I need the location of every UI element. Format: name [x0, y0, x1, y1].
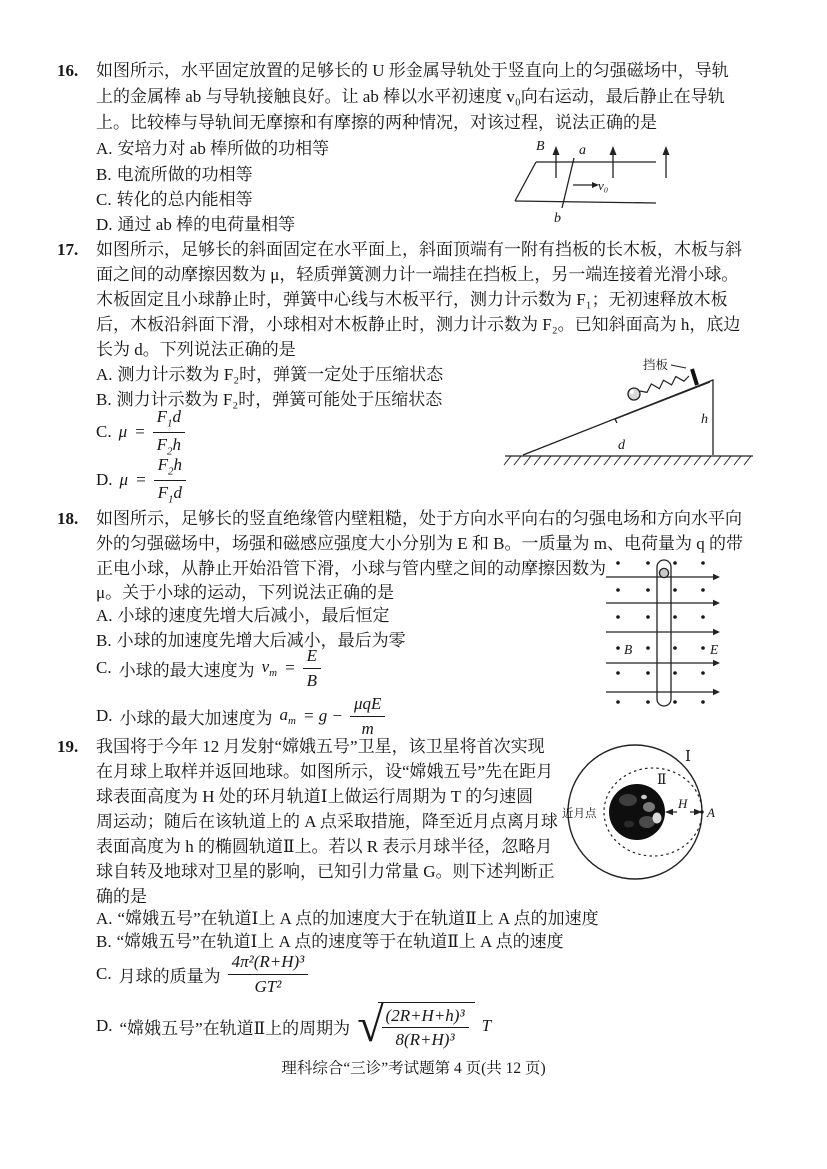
question-16-number: 16.: [57, 61, 79, 80]
question-16-line: 如图所示，水平固定放置的足够长的 U 形金属导轨处于竖直向上的匀强磁场中，导轨: [96, 61, 729, 80]
label-H: H: [678, 796, 688, 811]
point-A-dot: [700, 810, 703, 813]
question-18-option-d: D. 小球的最大加速度为 $a_m$ = g − $\frac{\text{μqE}}{m}$: [96, 694, 392, 738]
question-16-first-line: [57, 58, 729, 83]
arrowhead-left: [665, 809, 673, 815]
charged-ball: [659, 568, 668, 577]
tube: [657, 560, 671, 706]
question-18-line: 如图所示，足够长的竖直绝缘管内壁粗糙，处于方向水平向右的匀强电场和方向水平向: [96, 509, 742, 528]
label-perilune: 近月点: [562, 808, 597, 820]
fraction: $\frac{\text{(2R+H+h)³}}{\text{8(R+H)³}}$: [382, 1006, 469, 1049]
question-19-line: 球自转及地球对卫星的影响，已知引力常量 G。则下述判断正: [96, 862, 555, 881]
fraction: $\frac{\text{μqE}}{m}$: [350, 694, 385, 737]
label-a: a: [579, 143, 586, 158]
question-17-option-a: A. 测力计示数为 F₂时，弹簧一定处于压缩状态: [96, 365, 444, 384]
question-17-option-c: C. μ = $\frac{F_1d}{F_2h}$: [96, 409, 192, 455]
field-arrowhead: [713, 689, 720, 695]
square-root: √ $\frac{\text{(2R+H+h)³}}{\text{8(R+H)³}}$: [357, 1001, 474, 1051]
question-19-number: 19.: [57, 737, 79, 756]
question-16-option-d: D. 通过 ab 棒的电荷量相等: [96, 215, 296, 234]
question-19-line: 表面高度为 h 的椭圆轨道Ⅱ上。若以 R 表示月球半径，忽略月: [96, 837, 553, 856]
page-footer: 理科综合“三诊”考试题第 4 页(共 12 页): [281, 1060, 546, 1077]
field-arrowhead: [663, 146, 670, 155]
question-17-number: 17.: [57, 240, 79, 259]
question-17-line: 面之间的动摩擦因数为 μ，轻质弹簧测力计一端挂在挡板上，另一端连接着光滑小球。: [96, 265, 739, 284]
question-17-first-line: [57, 237, 742, 262]
plank: [615, 382, 710, 419]
plank-end: [615, 419, 617, 423]
field-arrowhead: [553, 146, 560, 155]
fraction: $\frac{F_2h}{F_1d}$: [154, 455, 186, 505]
question-18-line: μ。关于小球的运动，下列说法正确的是: [96, 583, 395, 602]
label-orbit-one: Ⅰ: [685, 749, 691, 765]
baffle: [692, 369, 697, 385]
question-19-line: 周运动；随后在该轨道上的 A 点采取措施，降至近月点离月球: [96, 812, 558, 831]
field-arrowhead: [713, 600, 720, 606]
question-16-line: 上的金属棒 ab 与导轨接触良好。让 ab 棒以水平初速度 v₀向右运动，最后静止在导轨: [96, 87, 725, 106]
question-16-option-a: A. 安培力对 ab 棒所做的功相等: [96, 139, 330, 158]
field-arrowhead: [610, 146, 617, 155]
fraction: $\frac{F_1d}{F_2h}$: [153, 407, 185, 457]
fraction: $\frac{\text{4π²(R+H)³}}{\text{GT²}}$: [228, 952, 309, 995]
bottom-rail: [515, 201, 656, 203]
incline-diagram: [503, 355, 755, 467]
question-17-line: 后，木板沿斜面下滑，小球相对木板静止时，测力计示数为 F₂。已知斜面高为 h，底边: [96, 315, 741, 334]
question-18-line: 正电小球，从静止开始沿管下滑，小球与管内壁之间的动摩擦因数为: [96, 559, 606, 578]
question-19-option-c: C. 月球的质量为 $\frac{\text{4π²(R+H)³}}{\text{GT²}}$: [96, 951, 315, 997]
question-19-line: 在月球上取样并返回地球。如图所示，设“嫦娥五号”先在距月: [96, 762, 554, 781]
label-h: h: [701, 412, 708, 427]
label-b: b: [554, 211, 561, 226]
label-E: E: [710, 642, 719, 657]
question-18-number: 18.: [57, 509, 79, 528]
rod-ab: [562, 158, 574, 208]
question-18-option-c: C. 小球的最大速度为 $v_m$ = $\frac{E}{B}$: [96, 646, 328, 690]
question-19-line: 球表面高度为 H 处的环月轨道Ⅰ上做运行周期为 T 的匀速圆: [96, 787, 534, 806]
question-16-option-b: B. 电流所做的功相等: [96, 165, 253, 184]
moon: [609, 784, 665, 840]
label-B: B: [536, 139, 545, 154]
question-17-line: 木板固定且小球静止时，弹簧中心线与木板平行，测力计示数为 F₁；无初速释放木板: [96, 290, 728, 309]
variable: $v_m$: [261, 657, 278, 679]
label-B: B: [624, 642, 633, 657]
field-arrowhead: [713, 660, 720, 666]
variable: $a_m$: [279, 705, 296, 727]
question-17-line: 长为 d。下列说法正确的是: [96, 340, 296, 359]
label-A: A: [707, 805, 715, 820]
electric-field-arrows: [606, 577, 713, 692]
ball-highlight: [630, 390, 634, 394]
question-18-option-a: A. 小球的速度先增大后减小，最后恒定: [96, 606, 390, 625]
ground-hatching: [504, 456, 751, 465]
tube-field-diagram: [600, 552, 725, 712]
ball: [628, 388, 640, 400]
rails-diagram: [508, 134, 678, 226]
label-orbit-two: Ⅱ: [657, 773, 667, 788]
question-18-option-b: B. 小球的加速度先增大后减小，最后为零: [96, 631, 406, 650]
label-v0: v₀: [598, 178, 609, 193]
question-19-option-a: A. “嫦娥五号”在轨道Ⅰ上 A 点的加速度大于在轨道Ⅱ上 A 点的加速度: [96, 909, 599, 928]
question-19-line: 我国将于今年 12 月发射“嫦娥五号”卫星，该卫星将首次实现: [96, 737, 545, 756]
left-rail: [515, 162, 536, 201]
orbit-diagram: [558, 727, 763, 907]
question-19-first-line: [57, 734, 545, 759]
question-19-option-d: D. “嫦娥五号”在轨道Ⅱ上的周期为 √ $\frac{\text{(2R+H+h)³}}{\text{8(R+H)³}}$ T: [96, 999, 492, 1052]
question-17-option-b: B. 测力计示数为 F₂时，弹簧可能处于压缩状态: [96, 390, 443, 409]
field-arrowhead: [713, 629, 720, 635]
label-baffle: 挡板: [643, 358, 669, 372]
label-d: d: [618, 438, 625, 453]
question-17-line: 如图所示，足够长的斜面固定在水平面上，斜面顶端有一附有挡板的长木板，木板与斜: [96, 240, 742, 259]
field-arrowhead: [713, 574, 720, 580]
question-16-option-c: C. 转化的总内能相等: [96, 190, 253, 209]
question-19-line: 确的是: [96, 887, 147, 906]
baffle-callout-line: [671, 365, 686, 368]
fraction: $\frac{E}{B}$: [303, 646, 321, 689]
spring: [640, 376, 689, 392]
question-16-line: 上。比较棒与导轨间无摩擦和有摩擦的两种情况，对该过程，说法正确的是: [96, 113, 657, 132]
question-18-first-line: [57, 506, 742, 531]
question-17-option-d: D. μ = $\frac{F_2h}{F_1d}$: [96, 457, 193, 503]
question-18-line: 外的匀强磁场中，场强和磁感应强度大小分别为 E 和 B。一质量为 m、电荷量为 q 的带: [96, 534, 743, 553]
question-19-option-b: B. “嫦娥五号”在轨道Ⅰ上 A 点的速度等于在轨道Ⅱ上 A 点的速度: [96, 932, 564, 951]
